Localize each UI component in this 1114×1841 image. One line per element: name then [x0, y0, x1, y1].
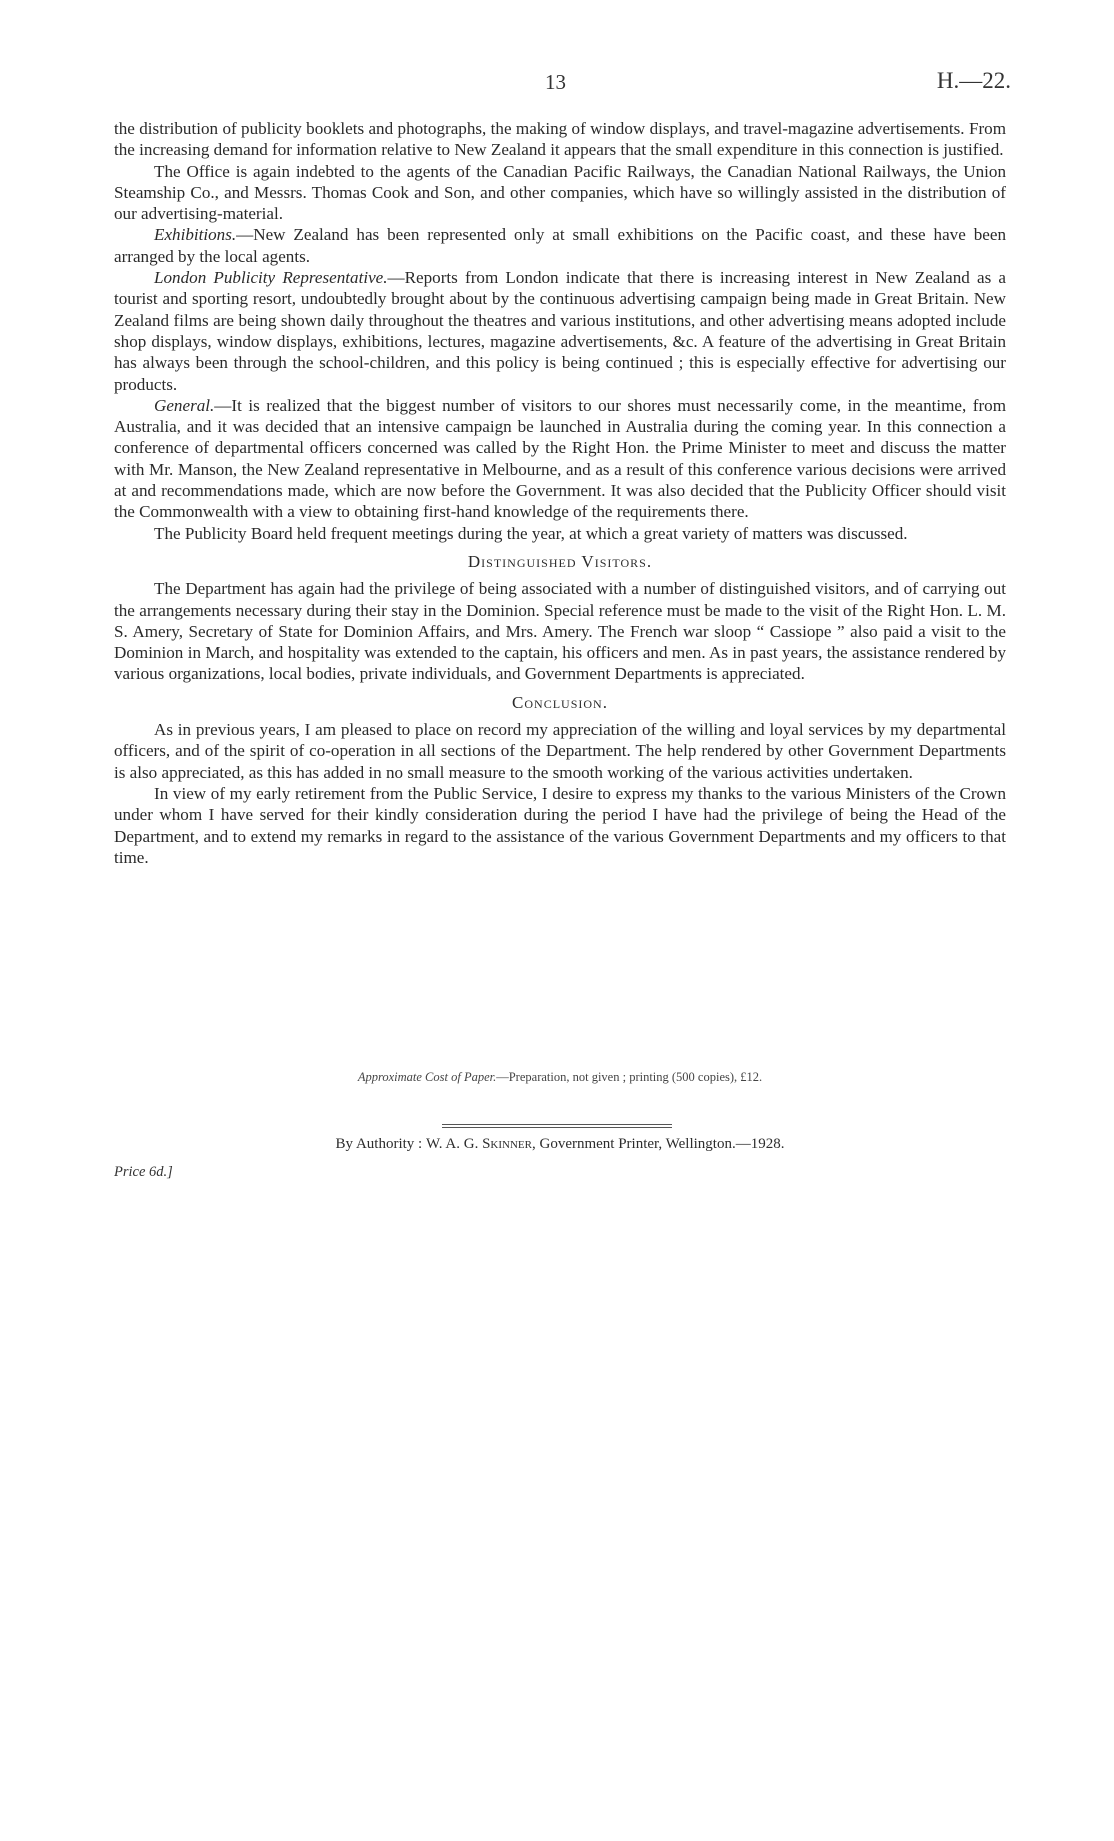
text-exhibitions: —New Zealand has been represented only at small exhibitions on the Pacific coast, and these have been arranged by the local agents.	[114, 225, 1006, 266]
authority-prefix: By Authority :	[335, 1136, 426, 1152]
lead-general: General.	[154, 395, 215, 415]
cost-lead: Approximate Cost of Paper.	[357, 1070, 497, 1084]
rule-line-top	[442, 1124, 672, 1125]
paragraph-continuation: the distribution of publicity booklets and photographs, the making of window displays, and travel-magazine advertisements. From the increasing demand for information relative to New Zealand it appears that the small expenditure in this connection is justified.	[114, 119, 1006, 160]
paragraph-conclusion: As in previous years, I am pleased to place on record my appreciation of the willing and loyal services by my departmental officers, and of the spirit of co-operation in all sections of the Department. The help rendered by other Government Departments is also appreciated, as this has added in no small measure to the smooth working of the various activities undertaken.	[114, 720, 1006, 782]
price-note: Price 6d.]	[114, 1164, 173, 1180]
footer-rule	[0, 1124, 1114, 1128]
printer-authority	[114, 1136, 1006, 1153]
lead-london: London Publicity Representative.	[154, 268, 388, 288]
page-number: 13	[545, 70, 566, 94]
text-general: —It is realized that the biggest number of visitors to our shores must necessarily come, in the meantime, from Australia, and it was decided that an intensive campaign be launched in Australia during the coming year. In this connection a conference of departmental officers concerned was called by the Right Hon. the Prime Minister to meet and discuss the matter with Mr. Manson, the New Zealand representative in Melbourne, and as a result of this conference various decisions were arrived at and recommendations made, which are now before the Government. It was also decided that the Publicity Officer should visit the Commonwealth with a view to obtaining first-hand knowledge of the requirements there.	[114, 395, 1006, 522]
paragraph-london	[114, 267, 1006, 395]
printer-name: W. A. G. Skinner	[425, 1136, 532, 1152]
heading-conclusion: Conclusion.	[512, 692, 608, 712]
text-london: —Reports from London indicate that there is increasing interest in New Zealand as a tourist and sporting resort, undoubtedly brought about by the continuous advertising campaign being made in Great Britain. New Zealand films are being shown daily throughout the theatres and various institutions, and other advertising means adopted include shop displays, window displays, exhibitions, lectures, magazine advertisements, &c. A feature of the advertising in Great Britain has always been through the school-children, and this policy is being continued ; this is especially effective for advertising our products.	[114, 268, 1007, 394]
lead-exhibitions: Exhibitions.	[154, 225, 237, 245]
authority-suffix: , Government Printer, Wellington.—1928.	[531, 1136, 785, 1152]
paragraph-publicity-board: The Publicity Board held frequent meetings during the year, at which a great variety of matters was discussed.	[154, 523, 908, 543]
paragraph-exhibitions	[114, 224, 1006, 267]
document-body	[114, 118, 1006, 868]
paragraph-general	[114, 395, 1006, 523]
paragraph-agents: The Office is again indebted to the agents of the Canadian Pacific Railways, the Canadian National Railways, the Union Steamship Co., and Messrs. Thomas Cook and Son, and other companies, which have so willingly assisted in the distribution of our advertising-material.	[114, 161, 1006, 224]
heading-distinguished-visitors: Distinguished Visitors.	[467, 551, 653, 571]
paragraph-retirement: In view of my early retirement from the Public Service, I desire to express my thanks to the various Ministers of the Crown under whom I have served for their kindly consideration during the period I have had the privilege of being the Head of the Department, and to extend my remarks in regard to the assistance of the various Government Departments and my officers to that time.	[114, 783, 1006, 867]
cost-note	[114, 1070, 1006, 1085]
rule-line-bottom	[442, 1127, 672, 1128]
cost-text: —Preparation, not given ; printing (500 copies), £12.	[496, 1070, 763, 1084]
document-reference: H.—22.	[936, 68, 1011, 93]
paragraph-visitors: The Department has again had the privilege of being associated with a number of distinguished visitors, and of carrying out the arrangements necessary during their stay in the Dominion. Special reference must be made to the visit of the Right Hon. L. M. S. Amery, Secretary of State for Dominion Affairs, and Mrs. Amery. The French war sloop “ Cassiope ” also paid a visit to the Dominion in March, and hospitality was extended to the captain, his officers and men. As in past years, the assistance rendered by various organizations, local bodies, private individuals, and Government Departments is appreciated.	[114, 579, 1006, 684]
